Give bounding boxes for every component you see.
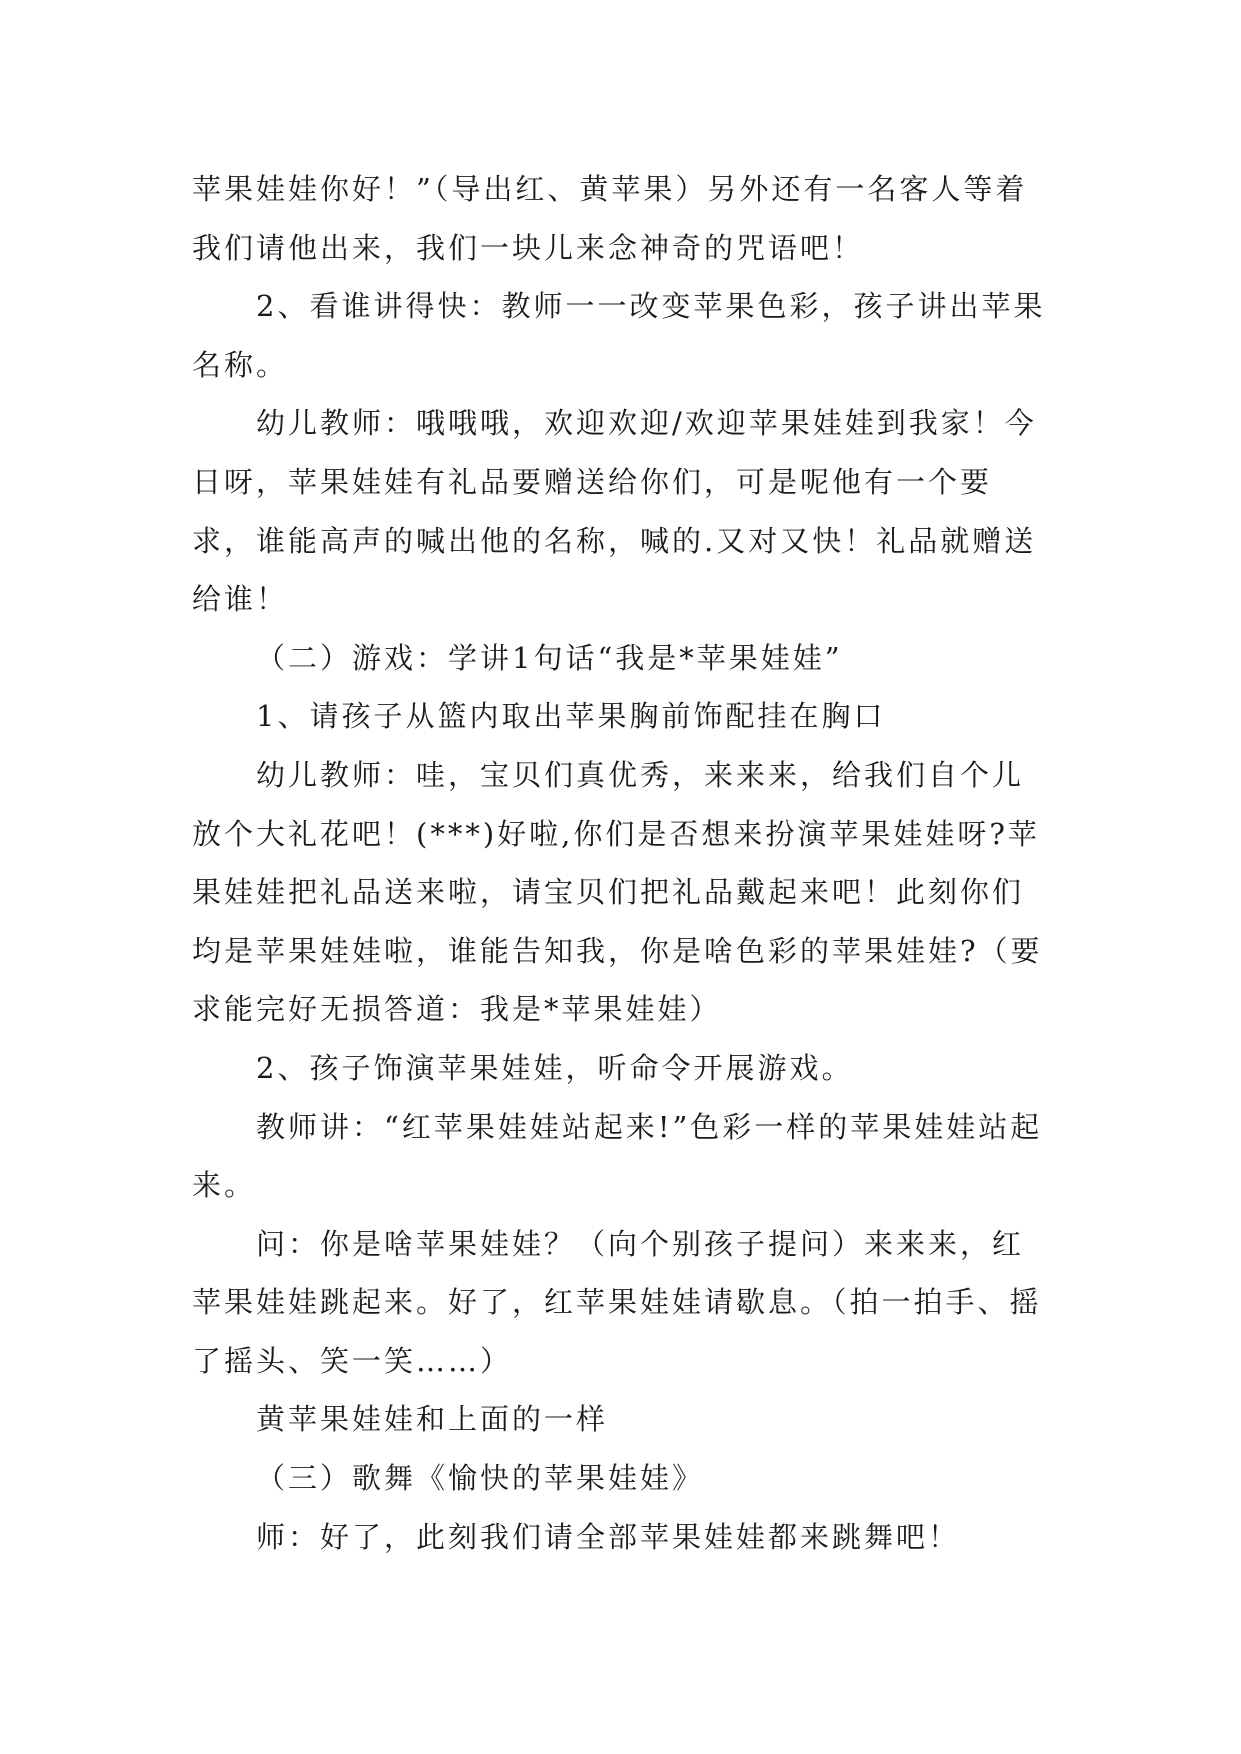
paragraph: 幼儿教师：哇，宝贝们真优秀，来来来，给我们自个儿放个大礼花吧！(***)好啦,你们是否想来扮演苹果娃娃呀?苹果娃娃把礼品送来啦，请宝贝们把礼品戴起来吧！此刻你们均是苹果娃娃啦，谁能告知我，你是啥色彩的苹果娃娃?（要求能完好无损答道：我是*苹果娃娃）	[192, 757, 1043, 1027]
paragraph: 1、请孩子从篮内取出苹果胸前饰配挂在胸口	[256, 699, 886, 734]
section-heading: （三）歌舞《愉快的苹果娃娃》	[256, 1461, 705, 1496]
section-heading: （二）游戏：学讲1句话“我是*苹果娃娃”	[256, 640, 843, 675]
paragraph: 师：好了，此刻我们请全部苹果娃娃都来跳舞吧！	[256, 1519, 961, 1554]
paragraph: 苹果娃娃你好！”（导出红、黄苹果）另外还有一名客人等着我们请他出来，我们一块儿来念神奇的咒语吧！	[192, 172, 1028, 265]
paragraph: 教师讲：“红苹果娃娃站起来!”色彩一样的苹果娃娃站起来。	[192, 1109, 1043, 1203]
paragraph: 幼儿教师：哦哦哦，欢迎欢迎/欢迎苹果娃娃到我家！今日呀，苹果娃娃有礼品要赠送给你们，可是呢他有一个要求，谁能高声的喊出他的名称，喊的.又对又快！礼品就赠送给谁！	[192, 406, 1037, 617]
paragraph: 2、看谁讲得快：教师一一改变苹果色彩，孩子讲出苹果名称。	[192, 289, 1046, 382]
paragraph: 黄苹果娃娃和上面的一样	[256, 1402, 609, 1437]
document-body	[192, 160, 1052, 1566]
paragraph: 2、孩子饰演苹果娃娃，听命令开展游戏。	[256, 1050, 854, 1085]
paragraph: 问：你是啥苹果娃娃？（向个别孩子提问）来来来，红苹果娃娃跳起来。好了，红苹果娃娃请歇息。（拍一拍手、摇了摇头、笑一笑……）	[192, 1226, 1042, 1378]
